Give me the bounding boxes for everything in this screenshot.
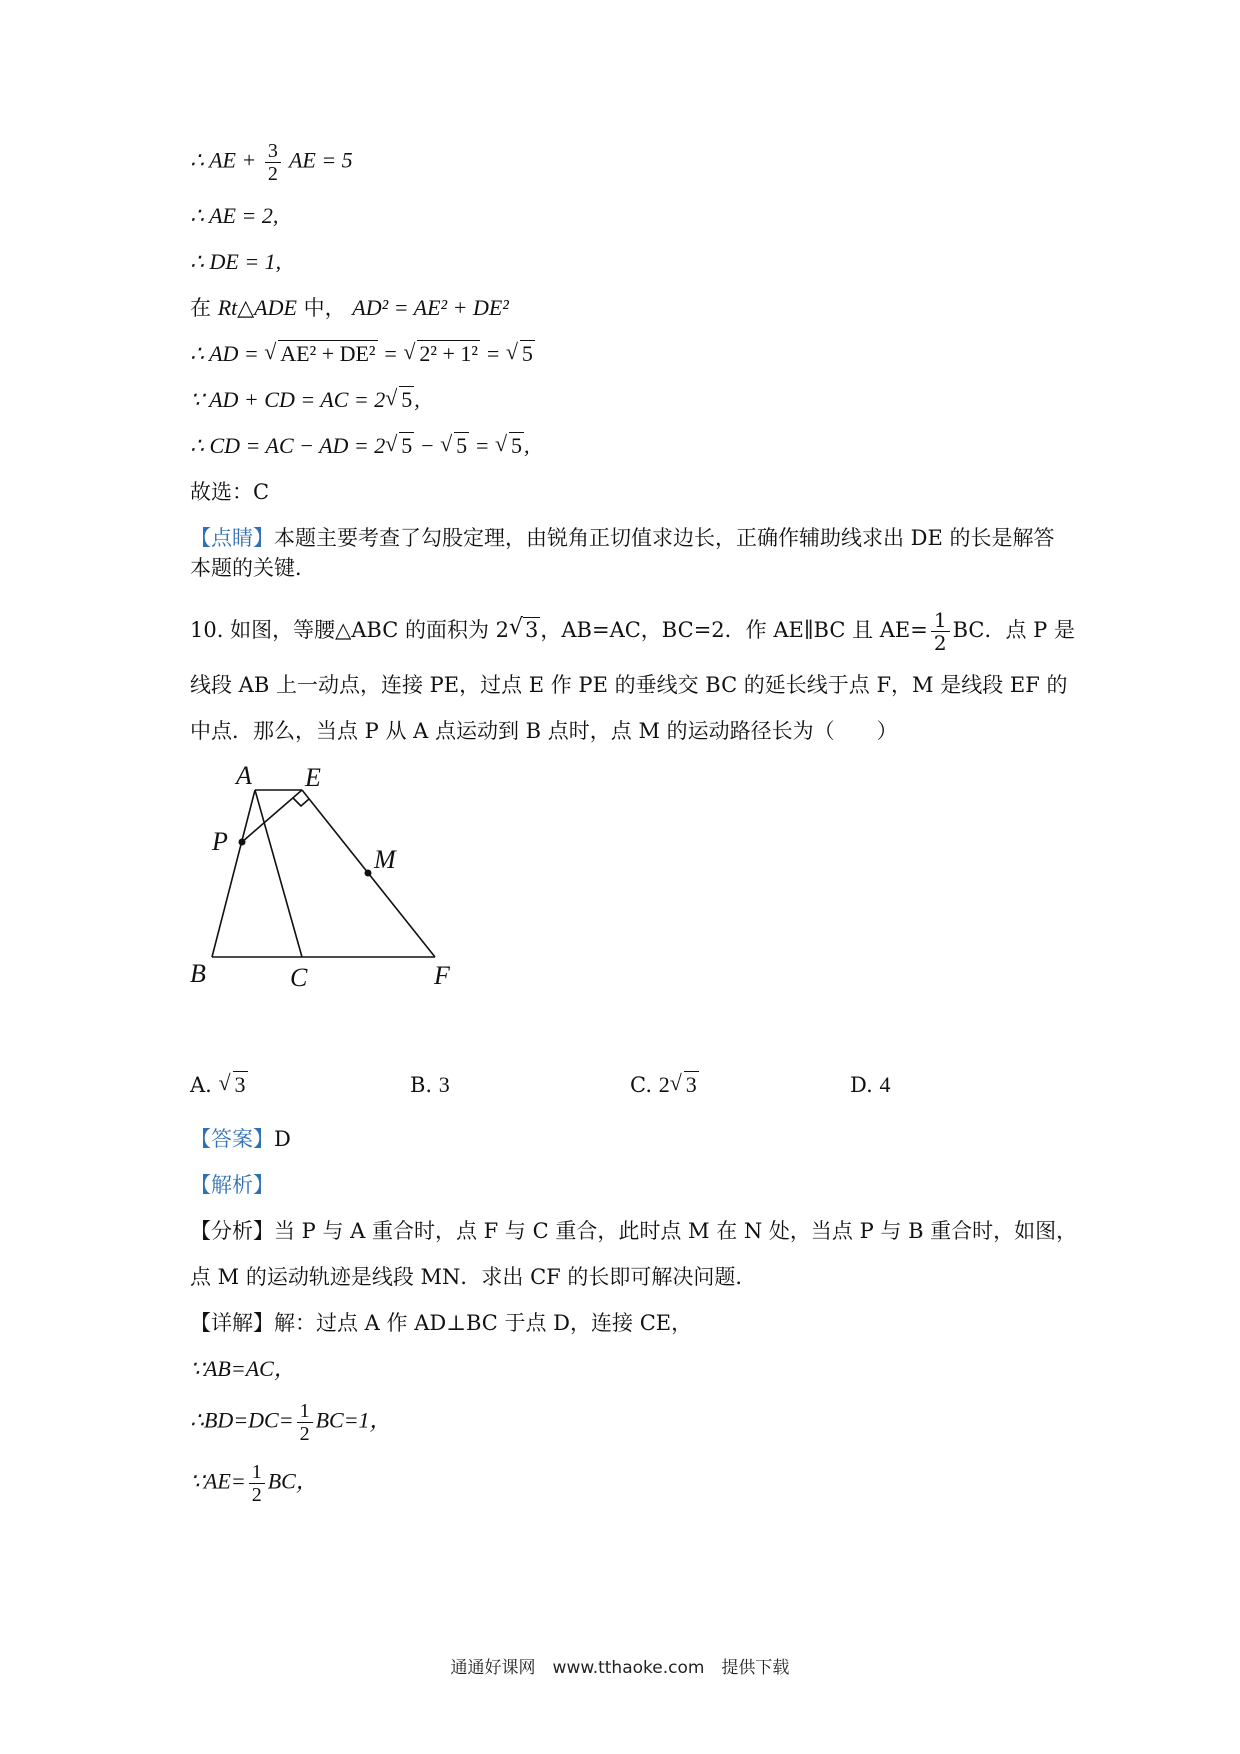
- step-5-left: ∴ AD =: [190, 341, 259, 366]
- question-stem-part-3: BC．点 P 是: [952, 618, 1075, 642]
- sqrt-expression: [509, 615, 540, 645]
- step-7-left: ∴ CD = AC − AD = 2: [190, 433, 386, 458]
- sqrt-radicand: 5: [521, 341, 533, 366]
- fenxi-tag: 【分析】: [190, 1219, 274, 1243]
- segment-ab: [212, 790, 255, 957]
- answer-tag: 【答案】: [190, 1127, 274, 1151]
- minus-sign: −: [414, 433, 441, 458]
- option-c-label: C.: [630, 1073, 652, 1097]
- step-4-pythagoras: AD² = AE² + DE²: [352, 295, 509, 320]
- detail-step-2-right: BC=1，: [315, 1407, 392, 1433]
- step-equation-3: ∴ DE = 1,: [190, 249, 282, 274]
- detail-step-2: [190, 1400, 1070, 1445]
- option-d[interactable]: [850, 1072, 1070, 1098]
- xiangjie-text: 解：过点 A 作 AD⊥BC 于点 D，连接 CE，: [274, 1311, 693, 1335]
- label-p: P: [212, 827, 228, 856]
- analysis-line-2: 点 M 的运动轨迹是线段 MN．求出 CF 的长即可解决问题．: [190, 1265, 757, 1289]
- fraction-one-half: [249, 1461, 265, 1506]
- option-a-label: A.: [190, 1073, 212, 1097]
- sqrt-expression: [385, 385, 414, 415]
- fraction-numerator: 1: [249, 1461, 265, 1484]
- detail-step-2-left: ∴BD=DC=: [190, 1407, 294, 1433]
- xiangjie-tag: 【详解】: [190, 1311, 274, 1335]
- step-4-middle: 中，: [303, 296, 346, 320]
- fraction-three-halves: [265, 140, 281, 185]
- sqrt-radicand: 5: [456, 433, 468, 458]
- label-c: C: [290, 963, 308, 992]
- sqrt-expression: [219, 1072, 248, 1098]
- fraction-numerator: 1: [297, 1400, 313, 1423]
- sqrt-radicand: 3: [525, 618, 539, 642]
- point-m-dot: [365, 870, 372, 877]
- answer-options: [190, 1072, 1070, 1098]
- sqrt-radicand: AE² + DE²: [280, 341, 376, 366]
- fraction-denominator: 2: [299, 1423, 310, 1445]
- segment-ac: [255, 790, 302, 957]
- document-body: [190, 140, 1078, 1522]
- equals-sign: =: [469, 433, 495, 458]
- step-6-end: ,: [414, 387, 420, 412]
- sqrt-radicand: 3: [234, 1072, 246, 1097]
- sqrt-radicand: 3: [685, 1072, 697, 1097]
- fenxi-text: 当 P 与 A 重合时，点 F 与 C 重合，此时点 M 在 N 处，当点 P 与 B 重合时，如图，: [274, 1219, 1078, 1243]
- step-equation-4: [190, 293, 1070, 323]
- segment-pe: [242, 790, 302, 842]
- answer-value: D: [274, 1127, 291, 1151]
- sqrt-radicand: 5: [510, 433, 522, 458]
- sqrt-expression: [506, 339, 535, 369]
- sqrt-radicand: 5: [401, 387, 413, 412]
- key-point-tag: 【点睛】: [190, 526, 274, 550]
- detail-step-1: ∵AB=AC，: [190, 1356, 296, 1381]
- step-6-left: ∵ AD + CD = AC = 2: [190, 387, 386, 412]
- fraction-numerator: 1: [931, 609, 950, 632]
- step-1-left: ∴ AE +: [190, 147, 257, 173]
- detail-step-3-left: ∵AE=: [190, 1468, 246, 1494]
- question-10-line-2: 线段 AB 上一动点，连接 PE，过点 E 作 PE 的垂线交 BC 的延长线于点 F，M 是线段 EF 的: [190, 673, 1068, 697]
- option-b[interactable]: [410, 1072, 630, 1098]
- key-point-note: [190, 523, 1070, 583]
- label-a: A: [236, 762, 252, 790]
- geometry-figure: [190, 762, 610, 1032]
- fraction-denominator: 2: [251, 1484, 262, 1506]
- sqrt-expression: [385, 431, 414, 461]
- step-1-right: AE = 5: [288, 147, 353, 173]
- fraction-denominator: 2: [933, 631, 947, 655]
- label-b: B: [190, 959, 206, 988]
- option-b-value: 3: [438, 1072, 450, 1097]
- sqrt-expression: [495, 431, 524, 461]
- fraction-numerator: 3: [265, 140, 281, 163]
- choice-statement: 故选：C: [190, 480, 270, 504]
- sqrt-radicand: 2² + 1²: [419, 341, 479, 366]
- option-a[interactable]: [190, 1072, 410, 1098]
- detail-step-3: [190, 1461, 1070, 1506]
- triangle-diagram: [190, 762, 610, 1032]
- option-d-value: 4: [879, 1072, 891, 1097]
- point-p-dot: [239, 839, 246, 846]
- option-c[interactable]: [630, 1072, 850, 1098]
- right-angle-mark: [293, 798, 309, 806]
- page-footer[interactable]: 通通好课网 www.tthaoke.com 提供下载: [450, 1658, 790, 1678]
- fraction-one-half: [931, 609, 950, 654]
- sqrt-expression: [670, 1072, 699, 1098]
- sqrt-expression: [264, 339, 377, 369]
- step-4-triangle: Rt△ADE: [217, 295, 297, 320]
- label-f: F: [434, 961, 450, 990]
- answer-line: [190, 1124, 1070, 1154]
- sqrt-radicand: 5: [401, 433, 413, 458]
- question-10-stem: [190, 608, 1075, 655]
- label-m: M: [374, 845, 396, 874]
- option-b-label: B.: [410, 1073, 433, 1097]
- question-stem-part-2: ，AB=AC，BC=2．作 AE∥BC 且 AE=: [540, 618, 928, 642]
- option-d-label: D.: [850, 1073, 873, 1097]
- analysis-tag: 【解析】: [190, 1173, 274, 1197]
- step-equation-7: [190, 431, 1070, 461]
- step-equation-1: [190, 140, 1070, 185]
- question-10-line-3: 中点．那么，当点 P 从 A 点运动到 B 点时，点 M 的运动路径长为（ ）: [190, 719, 898, 743]
- analysis-line-1: [190, 1216, 1078, 1246]
- option-c-coefficient: 2: [658, 1072, 670, 1097]
- step-4-prefix: 在: [190, 296, 211, 320]
- detail-line-1: [190, 1308, 1070, 1338]
- question-stem-part-1: 10. 如图，等腰△ABC 的面积为 2: [190, 618, 509, 642]
- detail-step-3-right: BC，: [267, 1468, 318, 1494]
- equals-sign: =: [485, 341, 501, 366]
- sqrt-expression: [403, 339, 480, 369]
- key-point-text: 本题主要考查了勾股定理，由锐角正切值求边长，正确作辅助线求出 DE 的长是解答本题的关键．: [190, 526, 1055, 580]
- label-e: E: [305, 763, 321, 792]
- step-equation-2: ∴ AE = 2,: [190, 203, 279, 228]
- step-equation-6: [190, 385, 1070, 415]
- fraction-denominator: 2: [267, 163, 278, 185]
- fraction-one-half: [297, 1400, 313, 1445]
- step-equation-5: [190, 339, 1070, 369]
- sqrt-expression: [440, 431, 469, 461]
- step-7-end: ,: [523, 433, 530, 458]
- equals-sign: =: [383, 341, 398, 366]
